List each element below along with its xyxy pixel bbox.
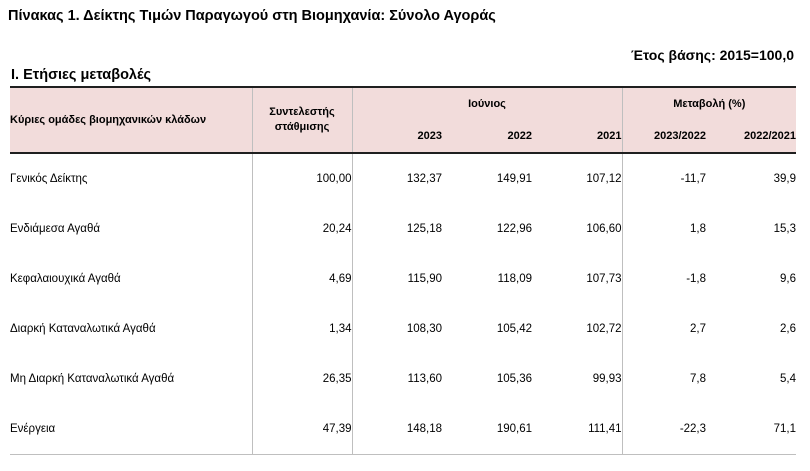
row-name: Διαρκή Καταναλωτικά Αγαθά	[10, 304, 252, 354]
row-value-2021: 102,72	[532, 304, 622, 354]
row-value-2022: 122,96	[496, 223, 532, 235]
row-change-2022-2021: 15,3	[773, 223, 797, 235]
row-weight: 100,00	[252, 153, 352, 204]
header-change-2023-2022: 2023/2022	[622, 120, 706, 153]
row-name: Γενικός Δείκτης	[10, 153, 252, 204]
table-row	[10, 204, 796, 254]
row-value-2021: 99,93	[532, 354, 622, 404]
table-header	[10, 87, 796, 153]
row-value-2022: 105,36	[496, 373, 532, 385]
header-year-2022: 2022	[442, 120, 532, 153]
row-value-2021: 107,12	[532, 153, 622, 204]
row-change-2022-2021: 2,6	[780, 323, 797, 335]
header-weight	[252, 87, 352, 153]
table-row	[10, 354, 796, 404]
row-weight: 1,34	[252, 304, 352, 354]
table-row	[10, 404, 796, 455]
header-weight-line1: Συντελεστής	[269, 106, 335, 118]
header-change-group: Μεταβολή (%)	[622, 87, 796, 120]
row-change-2023-2022: -11,7	[680, 173, 707, 185]
row-change-2023-2022: 7,8	[690, 373, 707, 385]
row-value-2021: 106,60	[532, 204, 622, 254]
row-value-2022: 105,42	[496, 323, 532, 335]
row-change-2022-2021: 39,9	[773, 173, 797, 185]
table-row	[10, 153, 796, 204]
row-name: Ενέργεια	[10, 404, 252, 455]
base-year-note: Έτος βάσης: 2015=100,0	[631, 47, 794, 63]
row-change-2022-2021: 71,1	[706, 404, 796, 455]
row-weight: 26,35	[252, 354, 352, 404]
table-row	[10, 304, 796, 354]
row-change-2022-2021: 5,4	[780, 373, 797, 385]
row-weight: 4,69	[252, 254, 352, 304]
row-change-2023-2022: 1,8	[690, 223, 707, 235]
header-year-2023: 2023	[352, 120, 442, 153]
row-change-2023-2022: -1,8	[686, 273, 707, 285]
row-value-2021: 107,73	[532, 254, 622, 304]
row-change-2023-2022: -22,3	[622, 404, 706, 455]
page-title: Πίνακας 1. Δείκτης Τιμών Παραγωγού στη Βιομηχανία: Σύνολο Αγοράς	[8, 8, 496, 24]
header-category: Κύριες ομάδες βιομηχανικών κλάδων	[10, 87, 252, 153]
row-value-2022: 118,09	[497, 273, 532, 285]
header-month-group: Ιούνιος	[352, 87, 622, 120]
section-heading: I. Ετήσιες μεταβολές	[11, 67, 152, 83]
row-weight: 20,24	[252, 204, 352, 254]
row-value-2023: 108,30	[406, 323, 442, 335]
row-value-2023: 113,60	[407, 373, 442, 385]
header-change-2022-2021: 2022/2021	[706, 120, 796, 153]
row-value-2023: 132,37	[406, 173, 442, 185]
row-value-2021: 111,41	[532, 404, 622, 455]
row-value-2023: 148,18	[352, 404, 442, 455]
price-index-table	[10, 86, 796, 455]
row-name: Ενδιάμεσα Αγαθά	[10, 204, 252, 254]
row-change-2022-2021: 9,6	[780, 273, 797, 285]
row-value-2022: 149,91	[496, 173, 532, 185]
row-name: Μη Διαρκή Καταναλωτικά Αγαθά	[10, 354, 252, 404]
header-weight-line2: στάθμισης	[274, 121, 330, 133]
row-value-2023: 125,18	[406, 223, 442, 235]
row-value-2023: 115,90	[407, 273, 442, 285]
row-name: Κεφαλαιουχικά Αγαθά	[10, 254, 252, 304]
row-change-2023-2022: 2,7	[690, 323, 707, 335]
row-value-2022: 190,61	[442, 404, 532, 455]
header-year-2021: 2021	[532, 120, 622, 153]
row-weight: 47,39	[252, 404, 352, 455]
table-row	[10, 254, 796, 304]
table-body	[10, 153, 796, 455]
